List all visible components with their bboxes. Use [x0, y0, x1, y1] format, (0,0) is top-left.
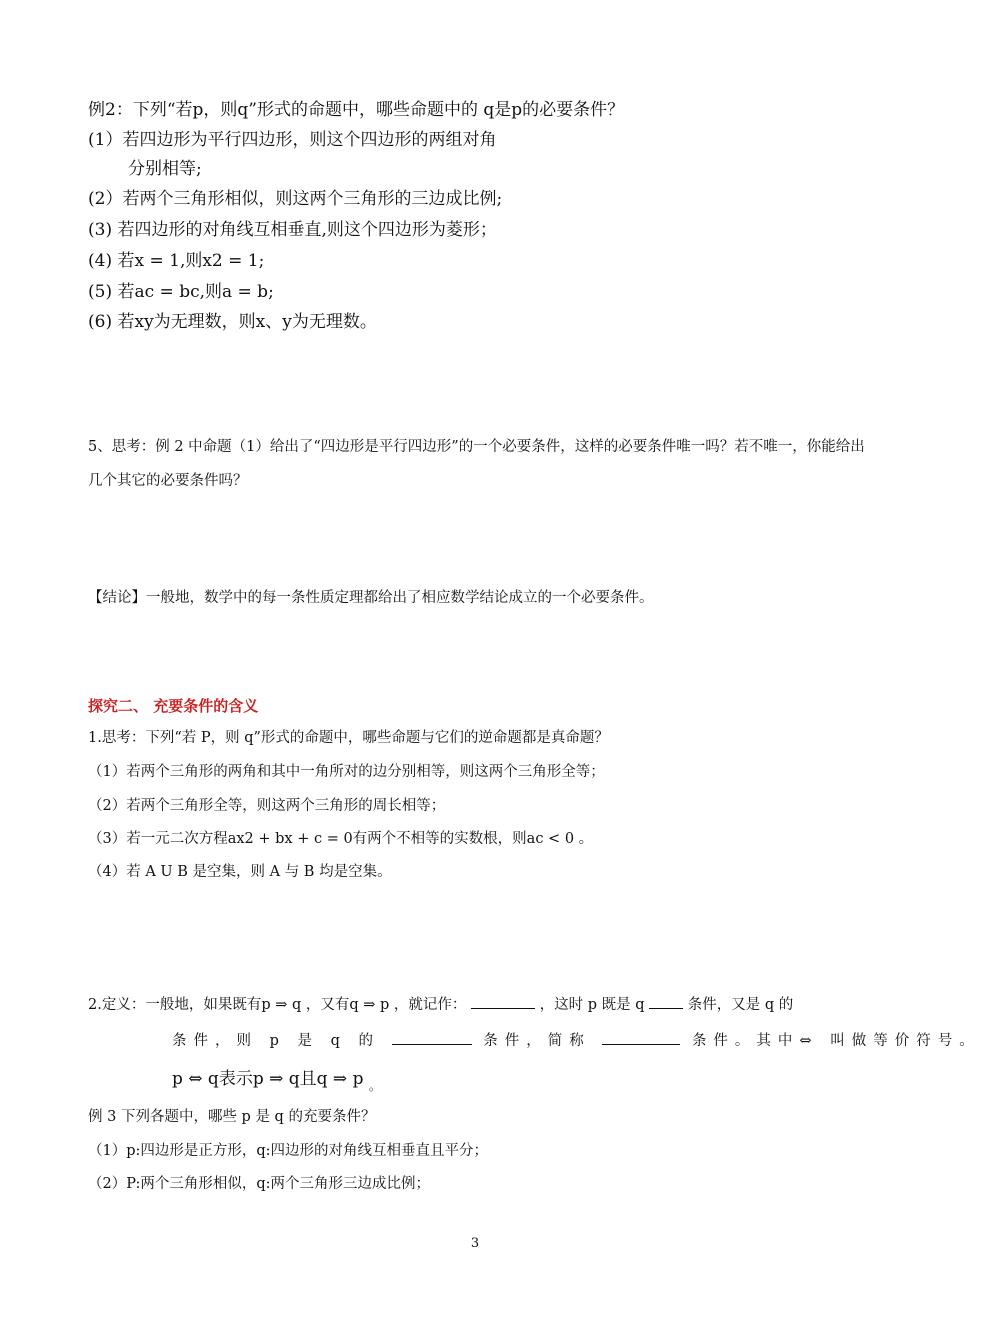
definition-formula: p ⇔ q表示p ⇒ q且q ⇒ p: [172, 1069, 364, 1089]
example2-item-2: (2）若两个三角形相似，则这两个三角形的三边成比例;: [88, 189, 503, 209]
example2-item-1-cont: 分别相等;: [128, 159, 202, 179]
definition-line-1-b: ，这时 p 既是 q: [539, 997, 645, 1013]
section-2-item-3: （3）若一元二次方程ax2 + bx + c = 0有两个不相等的实数根，则ac < 0 。: [88, 831, 594, 847]
blank-condition-2[interactable]: [392, 1030, 472, 1045]
blank-abbreviation[interactable]: [602, 1030, 680, 1045]
think-5-paragraph: 5、思考：例 2 中命题（1）给出了“四边形是平行四边形”的一个必要条件，这样的必要条件唯一吗？若不唯一，你能给出几个其它的必要条件吗？: [88, 439, 865, 489]
definition-line-2-a: 条件，则 p 是 q 的: [172, 1033, 380, 1049]
page-number: 3: [470, 1236, 480, 1251]
example3-item-2: （2）P:两个三角形相似，q:两个三角形三边成比例；: [88, 1176, 431, 1192]
definition-line-1-a: 2.定义：一般地，如果既有p ⇒ q ，又有q ⇒ p ，就记作：: [88, 997, 467, 1013]
definition-line-3: [172, 1064, 381, 1093]
example3-item-1: （1）p:四边形是正方形，q:四边形的对角线互相垂直且平分；: [88, 1143, 489, 1159]
blank-condition-1[interactable]: [649, 994, 683, 1009]
example2-item-3: (3) 若四边形的对角线互相垂直,则这个四边形为菱形；: [88, 220, 497, 240]
blank-notation[interactable]: [471, 994, 535, 1009]
example3-title: 例 3 下列各题中，哪些 p 是 q 的充要条件？: [88, 1109, 376, 1125]
definition-line-2-c: 条件。其中⇔ 叫做等价符号。: [691, 1033, 981, 1049]
example2-item-1: (1）若四边形为平行四边形，则这个四边形的两组对角: [88, 130, 497, 150]
conclusion: 【结论】一般地，数学中的每一条性质定理都给出了相应数学结论成立的一个必要条件。: [88, 590, 654, 606]
section-2-item-1: （1）若两个三角形的两角和其中一角所对的边分别相等，则这两个三角形全等；: [88, 764, 605, 780]
example2-item-6: (6) 若xy为无理数，则x、y为无理数。: [88, 312, 377, 332]
section-2-item-2: （2）若两个三角形全等，则这两个三角形的周长相等；: [88, 798, 446, 814]
definition-period: 。: [368, 1079, 381, 1093]
example2-title: 例2：下列“若p，则q”形式的命题中，哪些命题中的 q是p的必要条件？: [88, 100, 625, 120]
definition-line-2: [172, 1029, 981, 1050]
section-2-think: 1.思考：下列“若 P，则 q”形式的命题中，哪些命题与它们的逆命题都是真命题？: [88, 730, 609, 746]
section-2-heading: 探究二、 充要条件的含义: [88, 697, 259, 715]
section-2-item-4: （4）若 A U B 是空集，则 A 与 B 均是空集。: [88, 864, 392, 880]
definition-line-2-b: 条件，简称: [483, 1033, 591, 1049]
example2-item-5: (5) 若ac = bc,则a = b;: [88, 282, 274, 302]
definition-line-1-c: 条件，又是 q 的: [687, 997, 794, 1013]
example2-item-4: (4) 若x = 1,则x2 = 1;: [88, 251, 265, 271]
definition-line-1: [88, 993, 793, 1014]
